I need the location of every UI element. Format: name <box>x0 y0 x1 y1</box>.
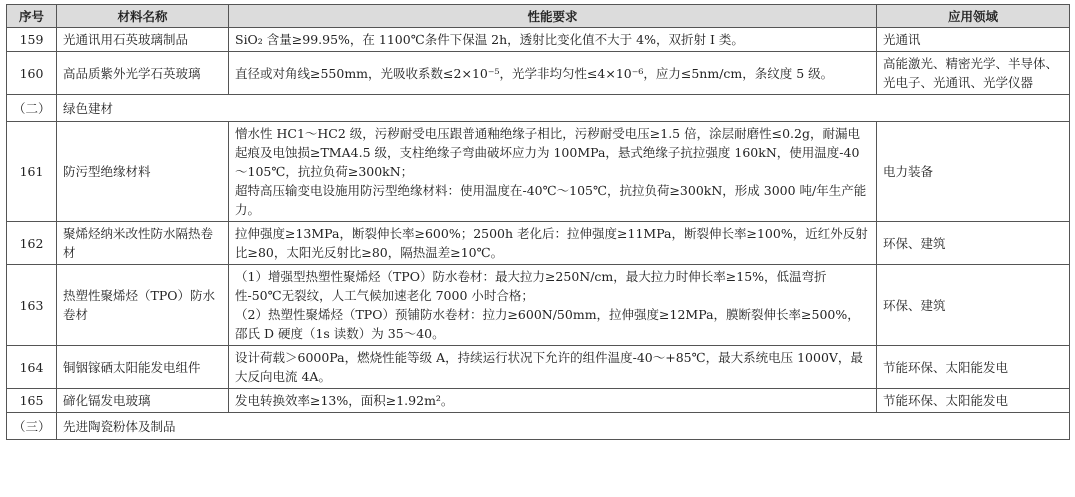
row-number: 159 <box>7 28 57 52</box>
row-number: 165 <box>7 389 57 413</box>
header-application: 应用领域 <box>877 5 1070 28</box>
row-number: 161 <box>7 122 57 222</box>
header-number: 序号 <box>7 5 57 28</box>
table-row <box>7 222 1070 265</box>
requirement-paragraph: （2）热塑性聚烯烃（TPO）预铺防水卷材：拉力≥600N/50mm，拉伸强度≥12MPa，膜断裂伸长率≥500%，邵氏 D 硬度（1s 读数）为 35～40。 <box>235 307 860 341</box>
table-row <box>7 28 1070 52</box>
application-field: 电力装备 <box>877 122 1070 222</box>
section-number: （二） <box>7 95 57 122</box>
performance-requirement <box>229 28 877 52</box>
row-number: 160 <box>7 52 57 95</box>
requirement-paragraph: 超特高压输变电设施用防污型绝缘材料：使用温度在-40℃～105℃，抗拉负荷≥300kN，形成 3000 吨/年生产能力。 <box>235 183 867 217</box>
row-number: 162 <box>7 222 57 265</box>
material-name: 防污型绝缘材料 <box>57 122 229 222</box>
performance-requirement <box>229 346 877 389</box>
requirement-paragraph: 发电转换效率≥13%，面积≥1.92m²。 <box>235 393 454 408</box>
materials-table <box>6 4 1070 440</box>
material-name: 光通讯用石英玻璃制品 <box>57 28 229 52</box>
requirement-paragraph: 设计荷载＞6000Pa，燃烧性能等级 A，持续运行状况下允许的组件温度-40～+85℃，最大系统电压 1000V，最大反向电流 4A。 <box>235 350 863 384</box>
performance-requirement <box>229 222 877 265</box>
row-number: 164 <box>7 346 57 389</box>
performance-requirement <box>229 122 877 222</box>
application-field: 高能激光、精密光学、半导体、光电子、光通讯、光学仪器 <box>877 52 1070 95</box>
performance-requirement <box>229 265 877 346</box>
application-field: 环保、建筑 <box>877 222 1070 265</box>
requirement-paragraph: （1）增强型热塑性聚烯烃（TPO）防水卷材：最大拉力≥250N/cm，最大拉力时伸长率≥15%，低温弯折性-50℃无裂纹，人工气候加速老化 7000 小时合格； <box>235 269 827 303</box>
requirement-paragraph: 直径或对角线≥550mm，光吸收系数≤2×10⁻⁵，光学非均匀性≤4×10⁻⁶，应力≤5nm/cm，条纹度 5 级。 <box>235 65 834 81</box>
header-material-name: 材料名称 <box>57 5 229 28</box>
table-row <box>7 122 1070 222</box>
material-name: 聚烯烃纳米改性防水隔热卷材 <box>57 222 229 265</box>
header-performance: 性能要求 <box>229 5 877 28</box>
section-number: （三） <box>7 413 57 440</box>
application-field: 节能环保、太阳能发电 <box>877 346 1070 389</box>
section-row <box>7 95 1070 122</box>
performance-requirement <box>229 389 877 413</box>
material-name: 高品质紫外光学石英玻璃 <box>57 52 229 95</box>
table-row <box>7 389 1070 413</box>
table-row <box>7 52 1070 95</box>
material-name: 铜铟镓硒太阳能发电组件 <box>57 346 229 389</box>
performance-requirement <box>229 52 877 95</box>
table-header-row <box>7 5 1070 28</box>
material-name: 碲化镉发电玻璃 <box>57 389 229 413</box>
table-row <box>7 265 1070 346</box>
material-name: 热塑性聚烯烃（TPO）防水卷材 <box>57 265 229 346</box>
row-number: 163 <box>7 265 57 346</box>
application-field: 环保、建筑 <box>877 265 1070 346</box>
section-title: 先进陶瓷粉体及制品 <box>57 413 1070 440</box>
requirement-paragraph: SiO₂ 含量≥99.95%，在 1100℃条件下保温 2h，透射比变化值不大于 4%，双折射 I 类。 <box>235 32 744 47</box>
section-title: 绿色建材 <box>57 95 1070 122</box>
application-field: 节能环保、太阳能发电 <box>877 389 1070 413</box>
application-field: 光通讯 <box>877 28 1070 52</box>
section-row <box>7 413 1070 440</box>
requirement-paragraph: 憎水性 HC1～HC2 级，污秽耐受电压跟普通釉绝缘子相比，污秽耐受电压≥1.5 倍，涂层耐磨性≤0.2g，耐漏电起痕及电蚀损≥TMA4.5 级，支柱绝缘子弯曲破坏应力为 100MPa，悬式绝缘子抗拉强度 160kN，使用温度-40～105℃，抗拉负荷≥300kN； <box>235 126 860 179</box>
table-row <box>7 346 1070 389</box>
requirement-paragraph: 拉伸强度≥13MPa，断裂伸长率≥600%；2500h 老化后：拉伸强度≥11MPa，断裂伸长率≥100%，近红外反射比≥80，太阳光反射比≥80，隔热温差≥10℃。 <box>235 226 868 260</box>
